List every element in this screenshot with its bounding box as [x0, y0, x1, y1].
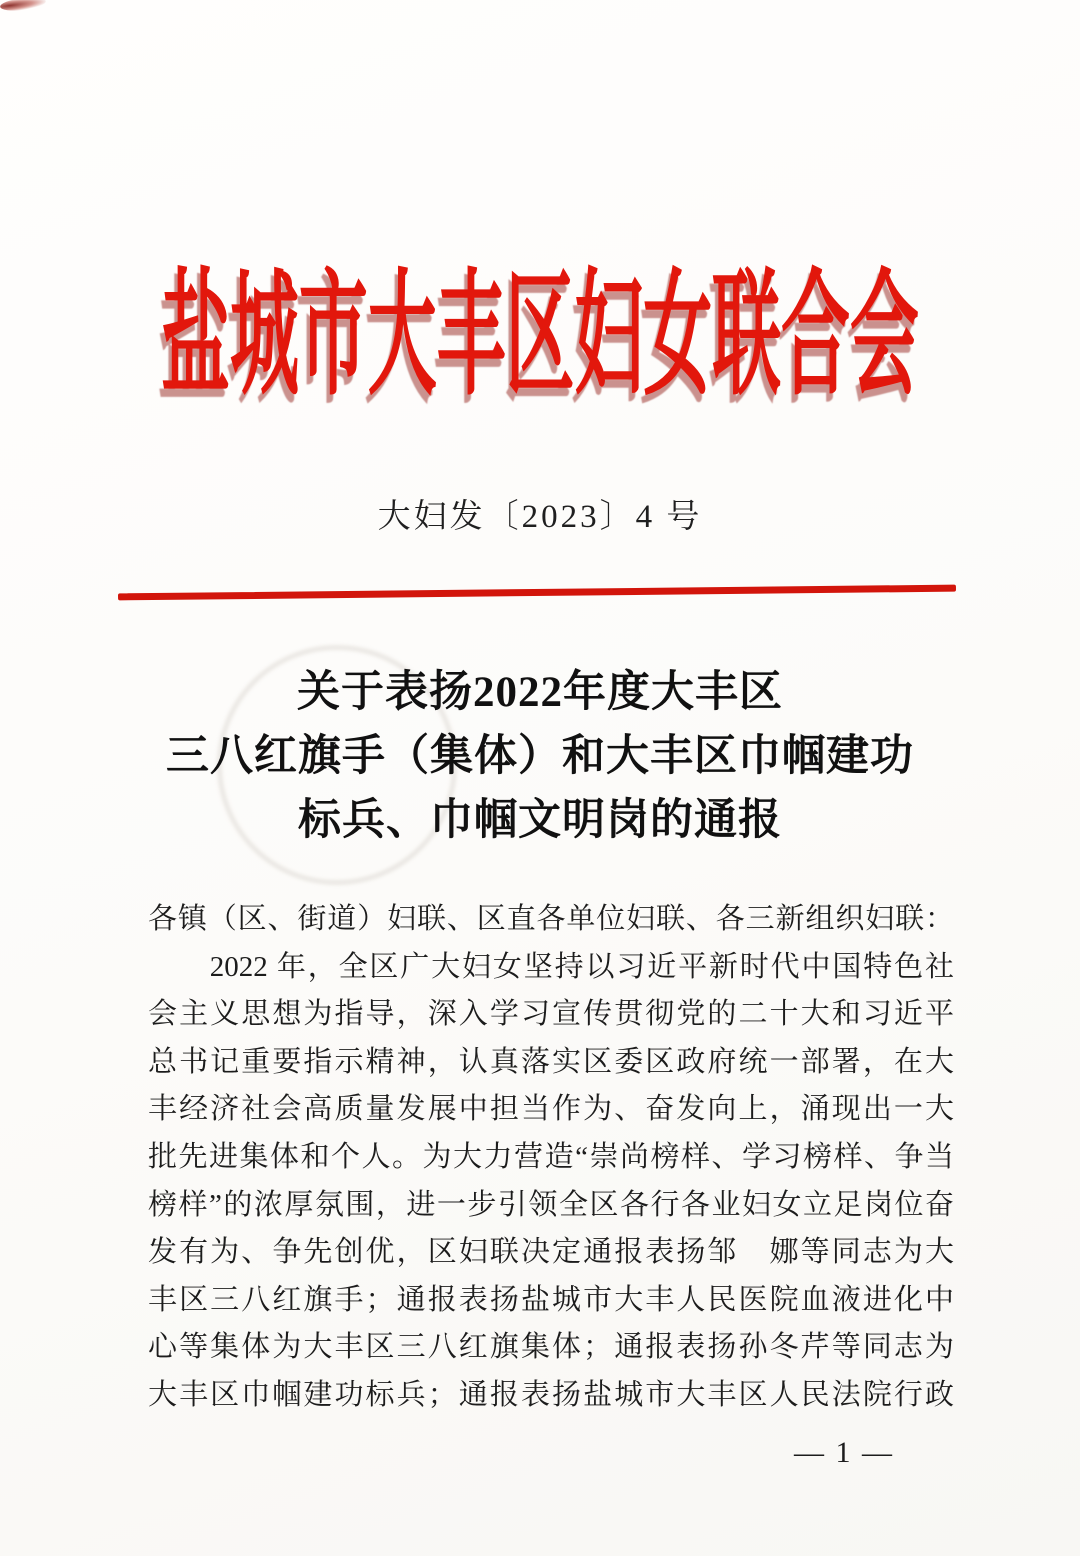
page-number: — 1 —	[794, 1436, 894, 1469]
document-body	[148, 896, 954, 1420]
letterhead	[0, 248, 1080, 426]
body-line: 丰经济社会高质量发展中担当作为、奋发向上，涌现出一大	[148, 1093, 954, 1126]
body-line: 2022 年，全区广大妇女坚持以习近平新时代中国特色社	[148, 950, 954, 983]
body-line: 发有为、争先创优，区妇联决定通报表扬邹 娜等同志为大	[148, 1236, 954, 1269]
document-title-line-1: 关于表扬2022年度大丰区	[297, 669, 783, 716]
scan-artifact-smudge	[0, 0, 47, 13]
body-line: 大丰区巾帼建功标兵；通报表扬盐城市大丰区人民法院行政	[148, 1378, 954, 1411]
org-name-title: 盐城市大丰区妇女联合会	[161, 260, 919, 412]
body-line: 会主义思想为指导，深入学习宣传贯彻党的二十大和习近平	[148, 998, 954, 1031]
body-line: 心等集体为大丰区三八红旗集体；通报表扬孙冬芹等同志为	[148, 1331, 954, 1364]
body-line: 榜样”的浓厚氛围，进一步引领全区各行各业妇女立足岗位奋	[148, 1188, 954, 1221]
body-line: 丰区三八红旗手；通报表扬盐城市大丰人民医院血液进化中	[148, 1283, 954, 1316]
red-divider-line	[118, 585, 956, 601]
document-title	[0, 661, 1080, 853]
document-title-line-2: 三八红旗手（集体）和大丰区巾帼建功	[166, 733, 914, 780]
doc-number: 大妇发〔2023〕4 号	[377, 499, 703, 535]
body-line-salutation: 各镇（区、街道）妇联、区直各单位妇联、各三新组织妇联：	[148, 903, 954, 935]
body-line: 批先进集体和个人。为大力营造“崇尚榜样、学习榜样、争当	[148, 1140, 954, 1173]
body-line: 总书记重要指示精神，认真落实区委区政府统一部署，在大	[148, 1045, 954, 1078]
document-title-line-3: 标兵、巾帼文明岗的通报	[298, 797, 782, 844]
